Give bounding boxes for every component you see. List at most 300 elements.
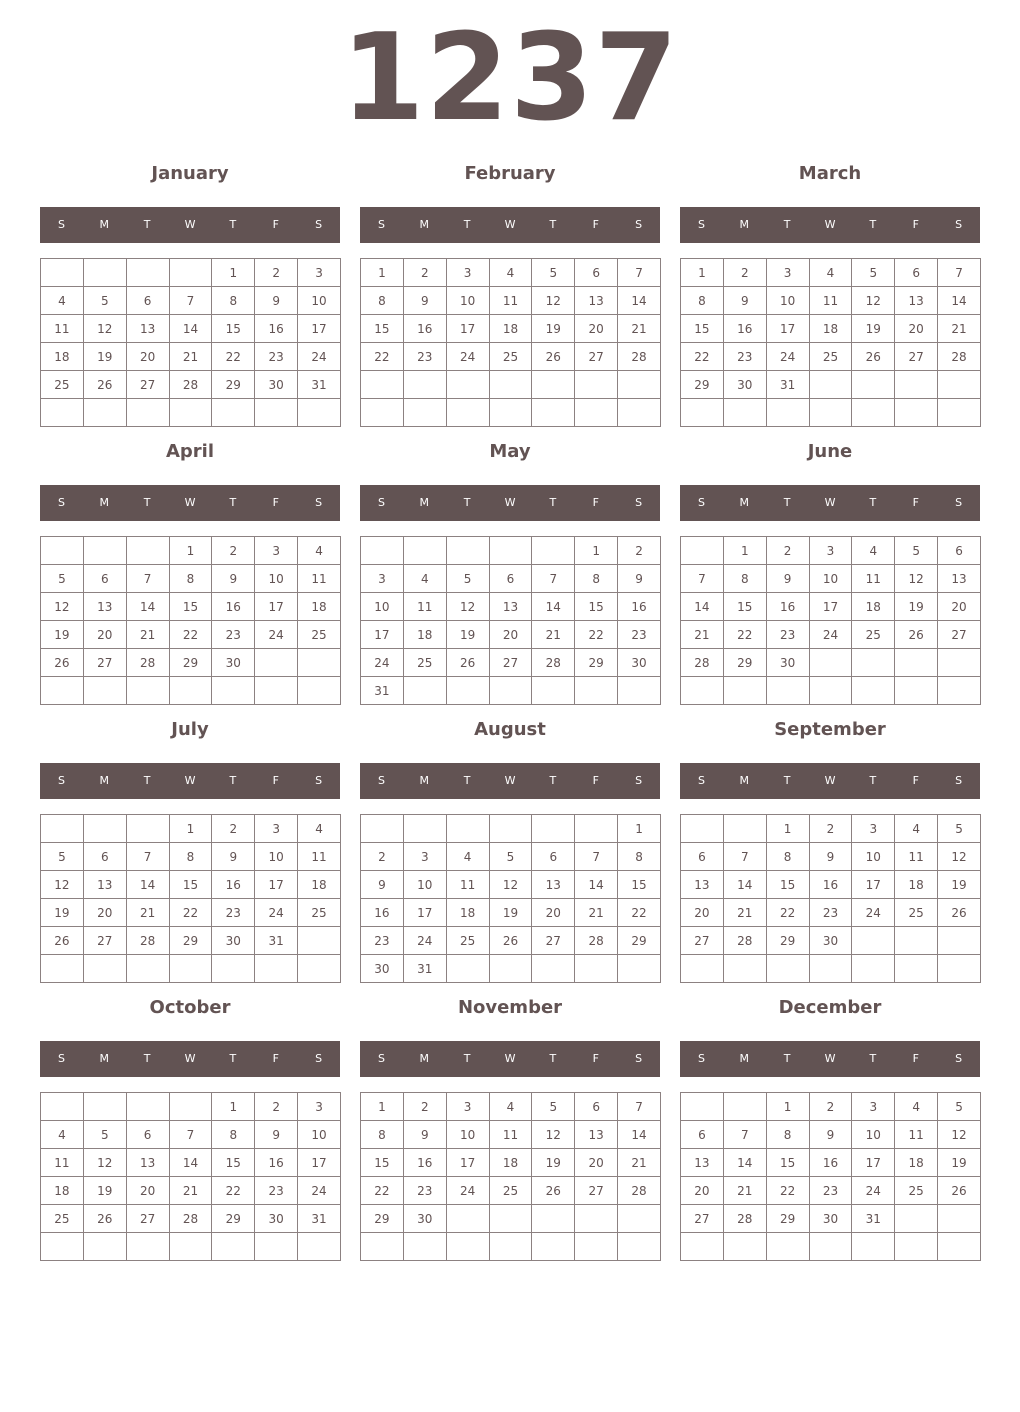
- week-row: [361, 1093, 661, 1121]
- day-cell: [681, 677, 724, 705]
- weekday-label: M: [99, 1052, 110, 1065]
- day-cell: [809, 371, 852, 399]
- day-cell: 16: [212, 871, 255, 899]
- day-cell: 19: [446, 621, 489, 649]
- day-cell: 4: [489, 259, 532, 287]
- day-cell: [298, 955, 341, 983]
- month-name: March: [798, 163, 862, 184]
- weekday-label: F: [592, 1052, 599, 1065]
- day-cell: 3: [809, 537, 852, 565]
- day-cell: 30: [618, 649, 661, 677]
- day-cell: 25: [298, 899, 341, 927]
- week-row: [681, 927, 981, 955]
- day-cell: [938, 399, 981, 427]
- day-cell: [895, 955, 938, 983]
- day-cell: 9: [766, 565, 809, 593]
- day-cell: 20: [532, 899, 575, 927]
- weekday-label: W: [824, 774, 836, 787]
- week-row: [681, 565, 981, 593]
- day-cell: 26: [895, 621, 938, 649]
- day-cell: [681, 1093, 724, 1121]
- day-cell: 1: [723, 537, 766, 565]
- week-row: [41, 621, 341, 649]
- day-cell: 9: [403, 1121, 446, 1149]
- day-cell: [489, 371, 532, 399]
- day-cell: 13: [575, 1121, 618, 1149]
- day-cell: 26: [446, 649, 489, 677]
- day-cell: [852, 399, 895, 427]
- week-row: [361, 315, 661, 343]
- day-cell: 27: [126, 371, 169, 399]
- day-cell: 20: [938, 593, 981, 621]
- day-cell: [575, 371, 618, 399]
- day-cell: [446, 955, 489, 983]
- weekday-header: [680, 1041, 980, 1077]
- day-cell: 4: [41, 1121, 84, 1149]
- day-cell: 16: [766, 593, 809, 621]
- day-cell: 30: [403, 1205, 446, 1233]
- day-cell: 15: [681, 315, 724, 343]
- day-cell: 16: [255, 1149, 298, 1177]
- day-cell: [681, 399, 724, 427]
- weekday-label: F: [912, 774, 919, 787]
- day-cell: 8: [766, 843, 809, 871]
- day-cell: 21: [618, 1149, 661, 1177]
- weekday-label: W: [824, 1052, 836, 1065]
- day-cell: 8: [766, 1121, 809, 1149]
- day-cell: 23: [212, 621, 255, 649]
- day-cell: 18: [809, 315, 852, 343]
- day-cell: 28: [618, 343, 661, 371]
- day-cell: [255, 399, 298, 427]
- weekday-label: M: [99, 774, 110, 787]
- day-cell: [575, 815, 618, 843]
- weekday-label: T: [549, 774, 557, 787]
- day-cell: [938, 1205, 981, 1233]
- month-name: August: [474, 719, 546, 740]
- day-cell: [212, 399, 255, 427]
- month-name: October: [149, 997, 231, 1018]
- day-cell: 5: [532, 259, 575, 287]
- weekday-header: [360, 207, 660, 243]
- day-cell: [169, 259, 212, 287]
- weekday-label: S: [697, 218, 705, 231]
- day-cell: 2: [212, 537, 255, 565]
- day-cell: 22: [723, 621, 766, 649]
- day-cell: 19: [41, 899, 84, 927]
- day-cell: 29: [361, 1205, 404, 1233]
- day-grid: [360, 536, 661, 705]
- month-name: April: [165, 441, 215, 462]
- week-row: [41, 315, 341, 343]
- day-cell: 14: [169, 315, 212, 343]
- day-cell: 10: [361, 593, 404, 621]
- day-cell: [126, 677, 169, 705]
- day-cell: 1: [361, 259, 404, 287]
- day-cell: 27: [126, 1205, 169, 1233]
- day-cell: [895, 677, 938, 705]
- day-cell: 7: [618, 259, 661, 287]
- day-cell: 4: [446, 843, 489, 871]
- day-cell: 27: [83, 927, 126, 955]
- day-cell: 12: [41, 871, 84, 899]
- day-cell: [83, 259, 126, 287]
- weekday-label: M: [99, 218, 110, 231]
- day-cell: 3: [852, 1093, 895, 1121]
- day-cell: [723, 399, 766, 427]
- day-cell: 6: [83, 565, 126, 593]
- day-cell: 7: [723, 843, 766, 871]
- day-cell: 10: [255, 565, 298, 593]
- day-cell: 18: [41, 1177, 84, 1205]
- week-row: [41, 1121, 341, 1149]
- day-cell: 5: [446, 565, 489, 593]
- week-row: [361, 1121, 661, 1149]
- day-cell: [532, 955, 575, 983]
- day-cell: 17: [298, 1149, 341, 1177]
- day-cell: 13: [489, 593, 532, 621]
- day-cell: 17: [446, 315, 489, 343]
- day-cell: 2: [403, 1093, 446, 1121]
- day-cell: 17: [361, 621, 404, 649]
- day-cell: 2: [809, 1093, 852, 1121]
- day-cell: 25: [298, 621, 341, 649]
- day-cell: [532, 677, 575, 705]
- day-cell: 14: [126, 593, 169, 621]
- day-cell: 23: [361, 927, 404, 955]
- day-cell: 25: [41, 1205, 84, 1233]
- day-grid: [680, 536, 981, 705]
- week-row: [361, 1177, 661, 1205]
- day-cell: 26: [532, 343, 575, 371]
- day-cell: 7: [126, 565, 169, 593]
- weekday-label: F: [272, 774, 279, 787]
- day-cell: 16: [809, 871, 852, 899]
- day-cell: [41, 955, 84, 983]
- day-cell: 21: [169, 1177, 212, 1205]
- day-cell: [681, 537, 724, 565]
- weekday-label: F: [912, 218, 919, 231]
- day-cell: 11: [403, 593, 446, 621]
- weekday-label: S: [315, 1052, 323, 1065]
- day-cell: 30: [361, 955, 404, 983]
- day-cell: [126, 955, 169, 983]
- day-cell: 19: [938, 1149, 981, 1177]
- weekday-label: S: [635, 218, 643, 231]
- day-cell: 1: [212, 1093, 255, 1121]
- day-cell: [575, 399, 618, 427]
- week-row: [41, 537, 341, 565]
- day-cell: 18: [895, 871, 938, 899]
- day-cell: 28: [532, 649, 575, 677]
- day-cell: 4: [809, 259, 852, 287]
- day-cell: 13: [681, 1149, 724, 1177]
- day-cell: 13: [681, 871, 724, 899]
- day-cell: [298, 649, 341, 677]
- day-cell: 4: [895, 1093, 938, 1121]
- day-cell: [766, 677, 809, 705]
- day-cell: 16: [361, 899, 404, 927]
- day-cell: 1: [169, 815, 212, 843]
- day-cell: 13: [83, 871, 126, 899]
- weekday-label: F: [272, 218, 279, 231]
- day-cell: [41, 259, 84, 287]
- day-cell: 29: [766, 927, 809, 955]
- week-row: [681, 1177, 981, 1205]
- weekday-label: M: [419, 218, 430, 231]
- day-cell: 9: [212, 565, 255, 593]
- week-row: [361, 843, 661, 871]
- week-row: [361, 899, 661, 927]
- day-cell: 4: [852, 537, 895, 565]
- day-cell: 9: [255, 287, 298, 315]
- weekday-header: [680, 485, 980, 521]
- week-row: [361, 371, 661, 399]
- weekday-label: W: [504, 774, 516, 787]
- day-cell: 17: [852, 871, 895, 899]
- day-cell: 29: [212, 1205, 255, 1233]
- day-cell: 5: [41, 843, 84, 871]
- day-cell: [681, 815, 724, 843]
- week-row: [681, 315, 981, 343]
- day-cell: [403, 399, 446, 427]
- day-cell: [618, 1205, 661, 1233]
- day-cell: [532, 537, 575, 565]
- day-cell: 13: [895, 287, 938, 315]
- day-cell: 9: [723, 287, 766, 315]
- day-cell: [41, 815, 84, 843]
- day-cell: [938, 649, 981, 677]
- week-row: [41, 649, 341, 677]
- day-cell: [852, 927, 895, 955]
- day-cell: 5: [41, 565, 84, 593]
- day-cell: 14: [575, 871, 618, 899]
- day-cell: [766, 399, 809, 427]
- day-cell: 12: [532, 1121, 575, 1149]
- day-cell: [809, 399, 852, 427]
- day-cell: 16: [403, 315, 446, 343]
- weekday-label: T: [869, 1052, 877, 1065]
- weekday-label: M: [419, 496, 430, 509]
- day-cell: 19: [532, 315, 575, 343]
- weekday-label: W: [504, 496, 516, 509]
- day-grid: [40, 258, 341, 427]
- day-cell: [681, 955, 724, 983]
- day-cell: 12: [446, 593, 489, 621]
- day-cell: [361, 815, 404, 843]
- day-cell: 29: [169, 927, 212, 955]
- week-row: [361, 565, 661, 593]
- day-cell: 26: [938, 899, 981, 927]
- day-cell: 1: [212, 259, 255, 287]
- week-row: [361, 1233, 661, 1261]
- week-row: [681, 871, 981, 899]
- week-row: [361, 343, 661, 371]
- weekday-label: F: [912, 1052, 919, 1065]
- weekday-label: S: [315, 218, 323, 231]
- day-cell: 28: [126, 649, 169, 677]
- day-cell: 29: [766, 1205, 809, 1233]
- weekday-label: T: [463, 774, 471, 787]
- week-row: [41, 287, 341, 315]
- day-cell: 24: [852, 1177, 895, 1205]
- day-cell: [575, 677, 618, 705]
- day-cell: 23: [255, 1177, 298, 1205]
- day-cell: 18: [298, 871, 341, 899]
- day-cell: 7: [938, 259, 981, 287]
- day-cell: 15: [169, 593, 212, 621]
- day-cell: 12: [852, 287, 895, 315]
- day-cell: 3: [298, 259, 341, 287]
- day-cell: 2: [618, 537, 661, 565]
- day-cell: [723, 955, 766, 983]
- day-cell: 29: [681, 371, 724, 399]
- week-row: [41, 1149, 341, 1177]
- day-cell: 27: [895, 343, 938, 371]
- day-cell: [618, 371, 661, 399]
- day-cell: 28: [938, 343, 981, 371]
- day-cell: 23: [809, 1177, 852, 1205]
- day-cell: 27: [532, 927, 575, 955]
- day-cell: [489, 399, 532, 427]
- day-cell: [809, 955, 852, 983]
- day-cell: [126, 259, 169, 287]
- day-cell: 15: [766, 871, 809, 899]
- day-cell: [361, 371, 404, 399]
- weekday-label: S: [697, 496, 705, 509]
- day-cell: 5: [83, 287, 126, 315]
- day-cell: 23: [809, 899, 852, 927]
- weekday-header: [360, 1041, 660, 1077]
- weekday-label: T: [869, 496, 877, 509]
- day-cell: [618, 399, 661, 427]
- day-cell: 8: [169, 565, 212, 593]
- day-cell: 20: [126, 343, 169, 371]
- day-cell: 26: [83, 371, 126, 399]
- week-row: [41, 1177, 341, 1205]
- day-cell: 9: [403, 287, 446, 315]
- day-cell: [489, 815, 532, 843]
- day-cell: 22: [361, 1177, 404, 1205]
- day-cell: [618, 677, 661, 705]
- weekday-label: F: [272, 1052, 279, 1065]
- weekday-label: F: [912, 496, 919, 509]
- day-cell: 17: [255, 593, 298, 621]
- day-cell: 29: [212, 371, 255, 399]
- day-cell: 27: [938, 621, 981, 649]
- day-cell: 25: [809, 343, 852, 371]
- day-cell: 29: [169, 649, 212, 677]
- day-cell: [446, 399, 489, 427]
- day-cell: 25: [41, 371, 84, 399]
- day-cell: 5: [895, 537, 938, 565]
- month-name: May: [489, 441, 531, 462]
- day-cell: 24: [852, 899, 895, 927]
- weekday-label: W: [504, 218, 516, 231]
- day-cell: [212, 955, 255, 983]
- day-cell: 3: [403, 843, 446, 871]
- day-cell: 5: [938, 1093, 981, 1121]
- day-cell: [83, 955, 126, 983]
- weekday-label: S: [697, 774, 705, 787]
- week-row: [681, 537, 981, 565]
- week-row: [681, 1233, 981, 1261]
- day-cell: 26: [41, 927, 84, 955]
- week-row: [361, 259, 661, 287]
- day-cell: [723, 677, 766, 705]
- day-cell: 20: [83, 621, 126, 649]
- day-cell: 3: [255, 537, 298, 565]
- day-cell: 29: [575, 649, 618, 677]
- day-cell: 22: [681, 343, 724, 371]
- day-cell: [938, 371, 981, 399]
- week-row: [41, 1233, 341, 1261]
- day-cell: 24: [403, 927, 446, 955]
- week-row: [361, 955, 661, 983]
- day-cell: [895, 1233, 938, 1261]
- day-cell: 21: [723, 1177, 766, 1205]
- day-cell: 1: [766, 1093, 809, 1121]
- day-cell: 31: [298, 371, 341, 399]
- day-cell: [403, 537, 446, 565]
- weekday-label: T: [549, 218, 557, 231]
- day-cell: 4: [403, 565, 446, 593]
- week-row: [41, 259, 341, 287]
- day-cell: [532, 1205, 575, 1233]
- weekday-label: F: [592, 774, 599, 787]
- day-cell: 23: [723, 343, 766, 371]
- day-cell: [403, 815, 446, 843]
- day-cell: 14: [126, 871, 169, 899]
- weekday-header: [40, 207, 340, 243]
- day-cell: 22: [575, 621, 618, 649]
- day-cell: 18: [446, 899, 489, 927]
- day-cell: 30: [766, 649, 809, 677]
- day-cell: 21: [723, 899, 766, 927]
- day-cell: 2: [361, 843, 404, 871]
- weekday-label: F: [592, 218, 599, 231]
- day-grid: [680, 1092, 981, 1261]
- day-cell: 8: [169, 843, 212, 871]
- day-cell: 4: [298, 815, 341, 843]
- day-cell: [446, 815, 489, 843]
- day-cell: [83, 1233, 126, 1261]
- day-cell: 11: [809, 287, 852, 315]
- day-cell: 14: [723, 1149, 766, 1177]
- weekday-label: W: [504, 1052, 516, 1065]
- day-cell: 25: [852, 621, 895, 649]
- day-cell: [852, 955, 895, 983]
- day-cell: 8: [212, 287, 255, 315]
- day-cell: 10: [255, 843, 298, 871]
- day-cell: 4: [895, 815, 938, 843]
- weekday-label: S: [377, 496, 385, 509]
- weekday-label: S: [955, 218, 963, 231]
- day-cell: [255, 955, 298, 983]
- day-cell: [575, 1205, 618, 1233]
- day-cell: 7: [618, 1093, 661, 1121]
- day-cell: 16: [255, 315, 298, 343]
- day-cell: 27: [575, 343, 618, 371]
- day-cell: 7: [169, 1121, 212, 1149]
- weekday-label: S: [955, 774, 963, 787]
- day-cell: 31: [361, 677, 404, 705]
- weekday-label: T: [783, 1052, 791, 1065]
- week-row: [41, 927, 341, 955]
- day-cell: 18: [298, 593, 341, 621]
- day-cell: 19: [489, 899, 532, 927]
- day-grid: [360, 258, 661, 427]
